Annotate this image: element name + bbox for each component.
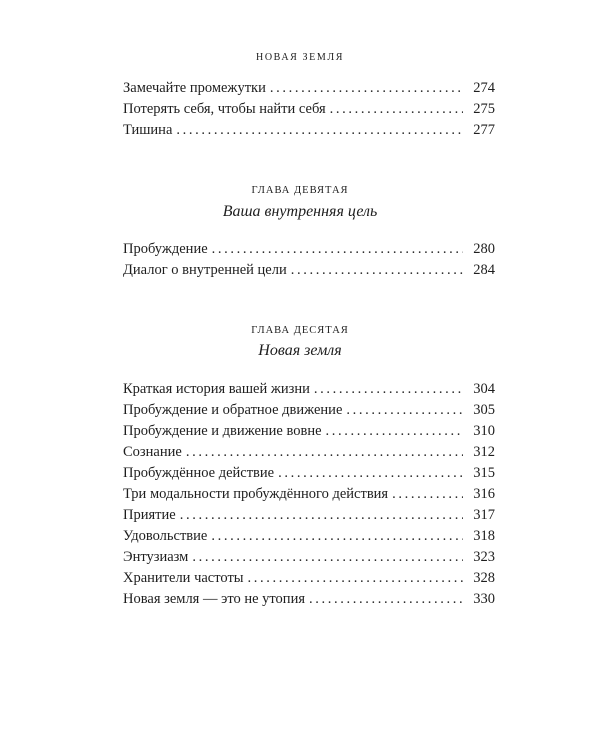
toc-entry-page: 328: [473, 570, 495, 586]
toc-chapter-10: [123, 379, 495, 610]
dot-leader: [330, 99, 463, 120]
dot-leader: [248, 568, 463, 589]
toc-entry[interactable]: [123, 260, 495, 281]
dot-leader: [176, 120, 463, 141]
toc-entry[interactable]: [123, 505, 495, 526]
toc-entry-page: 317: [473, 507, 495, 523]
chapter-10-label: ГЛАВА ДЕСЯТАЯ: [251, 325, 349, 336]
toc-entry-page: 305: [473, 402, 495, 418]
toc-entry[interactable]: [123, 526, 495, 547]
toc-entry[interactable]: [123, 568, 495, 589]
toc-entry[interactable]: [123, 484, 495, 505]
toc-entry-title: Хранители частоты: [123, 570, 244, 586]
toc-entry-page: 280: [473, 241, 495, 257]
dot-leader: [326, 421, 463, 442]
toc-entry-title: Пробуждение: [123, 241, 208, 257]
dot-leader: [309, 589, 463, 610]
dot-leader: [291, 260, 463, 281]
toc-entry-page: 315: [473, 465, 495, 481]
toc-entry-title: Три модальности пробуждённого действия: [123, 486, 389, 502]
chapter-9-label: ГЛАВА ДЕВЯТАЯ: [251, 185, 349, 196]
dot-leader: [392, 484, 463, 505]
dot-leader: [186, 442, 463, 463]
toc-entry-title: Новая земля — это не утопия: [123, 591, 306, 607]
dot-leader: [212, 239, 463, 260]
toc-entry[interactable]: [123, 99, 495, 120]
toc-section-top: [123, 78, 495, 141]
toc-entry-page: 312: [473, 444, 495, 460]
dot-leader: [278, 463, 463, 484]
toc-entry-title: Удовольствие: [123, 528, 208, 544]
toc-entry[interactable]: [123, 589, 495, 610]
toc-entry-title: Энтузиазм: [123, 549, 189, 565]
toc-entry-page: 277: [473, 122, 495, 138]
toc-entry[interactable]: [123, 120, 495, 141]
toc-entry-title: Приятие: [123, 507, 176, 523]
toc-entry[interactable]: [123, 547, 495, 568]
toc-entry[interactable]: [123, 379, 495, 400]
toc-entry-title: Пробуждённое действие: [123, 465, 275, 481]
toc-entry-page: 316: [473, 486, 495, 502]
dot-leader: [192, 547, 463, 568]
toc-entry-page: 318: [473, 528, 495, 544]
toc-entry-title: Сознание: [123, 444, 182, 460]
dot-leader: [270, 78, 463, 99]
toc-entry-title: Потерять себя, чтобы найти себя: [123, 101, 326, 117]
toc-entry-title: Замечайте промежутки: [123, 80, 266, 96]
toc-entry[interactable]: [123, 400, 495, 421]
toc-entry-page: 284: [473, 262, 495, 278]
running-head: НОВАЯ ЗЕМЛЯ: [256, 52, 344, 63]
toc-entry[interactable]: [123, 239, 495, 260]
chapter-10-title: Новая земля: [258, 342, 342, 359]
toc-chapter-9: [123, 239, 495, 281]
toc-entry-page: 323: [473, 549, 495, 565]
toc-entry[interactable]: [123, 442, 495, 463]
dot-leader: [346, 400, 463, 421]
toc-entry-page: 275: [473, 101, 495, 117]
toc-entry-page: 274: [473, 80, 495, 96]
toc-entry-title: Краткая история вашей жизни: [123, 381, 310, 397]
toc-entry-page: 304: [473, 381, 495, 397]
dot-leader: [211, 526, 463, 547]
toc-entry-page: 310: [473, 423, 495, 439]
toc-entry[interactable]: [123, 78, 495, 99]
dot-leader: [180, 505, 463, 526]
toc-entry-title: Пробуждение и обратное движение: [123, 402, 343, 418]
toc-entry[interactable]: [123, 421, 495, 442]
toc-entry-title: Диалог о внутренней цели: [123, 262, 287, 278]
toc-entry-page: 330: [473, 591, 495, 607]
toc-entry-title: Пробуждение и движение вовне: [123, 423, 322, 439]
toc-entry-title: Тишина: [123, 122, 173, 138]
chapter-9-title: Ваша внутренняя цель: [222, 203, 378, 220]
toc-entry[interactable]: [123, 463, 495, 484]
dot-leader: [314, 379, 463, 400]
